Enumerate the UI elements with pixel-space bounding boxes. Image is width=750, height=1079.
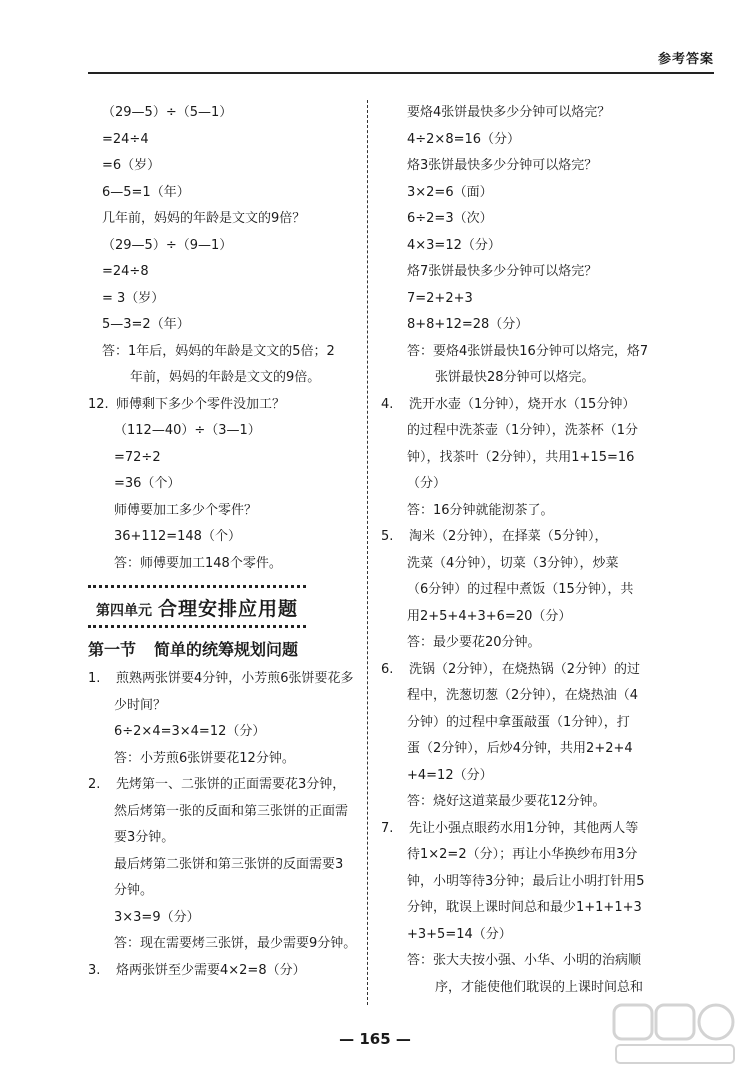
text-line: 洗菜（4分钟），切菜（3分钟），炒菜: [407, 555, 619, 571]
problem-1: [88, 666, 358, 772]
text-line: 4×3=12（分）: [407, 237, 501, 253]
text-line: 的过程中洗茶壶（1分钟），洗茶杯（1分: [407, 423, 639, 438]
text-line: =72÷2: [114, 449, 161, 465]
text-line: 淘米（2分钟），在择菜（5分钟），: [409, 529, 608, 544]
text-line: 要3分钟。: [114, 830, 175, 845]
answer-line: 答：烧好这道菜最少要花12分钟。: [407, 794, 606, 809]
text-line: 烙两张饼至少需要4×2=8（分）: [116, 962, 306, 978]
page-header-title: 参考答案: [657, 52, 714, 67]
answer-line: 年前，妈妈的年龄是文文的9倍。: [130, 370, 321, 385]
answer-line: 答：要烙4张饼最快16分钟可以烙完，烙7: [407, 343, 649, 359]
text-line: 3×2=6（面）: [407, 184, 493, 200]
answer-line: 答：现在需要烤三张饼，最少需要9分钟。: [114, 936, 357, 951]
text-line: 洗开水壶（1分钟），烧开水（15分钟）: [409, 396, 636, 412]
text-line: 分钟）的过程中拿蛋敲蛋（1分钟），打: [407, 714, 630, 730]
text-line: 待1×2=2（分）；再让小华换纱布用3分: [407, 847, 638, 862]
text-line: 钟），找茶叶（2分钟），共用1+15=16: [407, 449, 635, 465]
text-line: （112—40）÷（3—1）: [114, 423, 261, 438]
text-line: =24÷8: [102, 264, 149, 279]
problem-number: 5.: [381, 529, 394, 544]
text-line: 先让小强点眼药水用1分钟，其他两人等: [409, 820, 639, 836]
unit-banner: [88, 585, 306, 628]
text-line: 最后烤第二张饼和第三张饼的反面需要3: [114, 856, 344, 872]
text-line: （6分钟）的过程中煮饭（15分钟），共: [407, 582, 634, 597]
text-line: 少时间？: [114, 697, 167, 713]
watermark-logo-icon: [610, 999, 740, 1069]
text-line: +4=12（分）: [407, 767, 493, 783]
text-line: （29—5）÷（5—1）: [102, 105, 233, 120]
text-line: 师傅要加工多少个零件？: [114, 502, 258, 518]
answer-line: 答：师傅要加工148个零件。: [114, 555, 282, 571]
text-line: 分钟，耽误上课时间总和最少1+1+1+3: [407, 900, 642, 915]
answer-line: 答：张大夫按小强、小华、小明的治病顺: [407, 953, 642, 968]
problem-12: [88, 392, 358, 578]
text-line: 7=2+2+3: [407, 290, 473, 306]
answer-line: 答：小芳煎6张饼要花12分钟。: [114, 750, 295, 766]
text-line: = 3（岁）: [102, 290, 165, 306]
problem-number: 2.: [88, 777, 101, 792]
text-line: 要烙4张饼最快多少分钟可以烙完？: [407, 105, 611, 120]
text-line: 烙7张饼最快多少分钟可以烙完？: [407, 264, 598, 279]
answer-line: 答：16分钟就能沏茶了。: [407, 502, 554, 518]
text-line: 6—5=1（年）: [102, 184, 190, 200]
text-line: 分钟。: [114, 883, 154, 898]
text-line: 3×3=9（分）: [114, 909, 200, 925]
text-line: 程中，洗葱切葱（2分钟），在烧热油（4: [407, 688, 639, 703]
text-line: （分）: [407, 476, 447, 491]
text-line: 先烤第一、二张饼的正面需要花3分钟，: [116, 777, 346, 792]
text-line: =6（岁）: [102, 158, 161, 173]
text-line: 钟，小明等待3分钟；最后让小明打针用5: [407, 873, 645, 889]
section-label: 第一节: [88, 640, 137, 659]
header-rule: [88, 72, 714, 74]
text-line: 6÷2×4=3×4=12（分）: [114, 724, 266, 739]
right-block-1: [381, 100, 686, 392]
left-column: [88, 100, 358, 984]
text-line: =24÷4: [102, 131, 149, 147]
answer-line: 张饼最快28分钟可以烙完。: [435, 370, 595, 385]
problem-number: 6.: [381, 661, 394, 677]
problem-5: [381, 524, 686, 657]
problem-6: [381, 657, 686, 816]
problem-number: 12.: [88, 396, 109, 412]
answer-line: 序，才能使他们耽误的上课时间总和: [435, 979, 644, 995]
text-line: 4÷2×8=16（分）: [407, 131, 521, 147]
problem-4: [381, 392, 686, 525]
text-line: 烙3张饼最快多少分钟可以烙完？: [407, 158, 598, 173]
unit-label: 第四单元: [96, 603, 152, 619]
problem-number: 7.: [381, 820, 394, 836]
text-line: 36+112=148（个）: [114, 529, 241, 544]
unit-title: 合理安排应用题: [158, 598, 299, 620]
problem-number: 1.: [88, 671, 101, 686]
text-line: 几年前，妈妈的年龄是文文的9倍？: [102, 211, 306, 226]
answer-line: 答：1年后，妈妈的年龄是文文的5倍；2: [102, 343, 335, 359]
left-block-1: [88, 100, 358, 392]
problem-7: [381, 816, 686, 1002]
text-line: +3+5=14（分）: [407, 926, 512, 942]
text-line: 用2+5+4+3+6=20（分）: [407, 608, 572, 624]
text-line: 煎熟两张饼要4分钟，小芳煎6张饼要花多: [116, 671, 354, 686]
page-number: — 165 —: [339, 1030, 411, 1048]
text-line: =36（个）: [114, 476, 181, 491]
section-heading: [88, 634, 358, 666]
answer-line: 答：最少要花20分钟。: [407, 635, 541, 650]
problem-2: [88, 772, 358, 958]
problem-3: [88, 958, 358, 985]
column-divider: [367, 100, 368, 1005]
text-line: 洗锅（2分钟），在烧热锅（2分钟）的过: [409, 661, 641, 677]
problem-number: 4.: [381, 396, 394, 412]
watermark-logo: [610, 999, 740, 1069]
text-line: （29—5）÷（9—1）: [102, 237, 233, 253]
section-title: 简单的统筹规划问题: [154, 640, 299, 659]
text-line: 5—3=2（年）: [102, 317, 190, 332]
right-column: [381, 100, 686, 1001]
text-line: 然后烤第一张的反面和第三张饼的正面需: [114, 803, 349, 819]
text-line: 8+8+12=28（分）: [407, 317, 529, 332]
text-line: 师傅剩下多少个零件没加工？: [116, 396, 286, 412]
text-line: 6÷2=3（次）: [407, 211, 493, 226]
text-line: 蛋（2分钟），后炒4分钟，共用2+2+4: [407, 741, 633, 756]
problem-number: 3.: [88, 962, 101, 978]
